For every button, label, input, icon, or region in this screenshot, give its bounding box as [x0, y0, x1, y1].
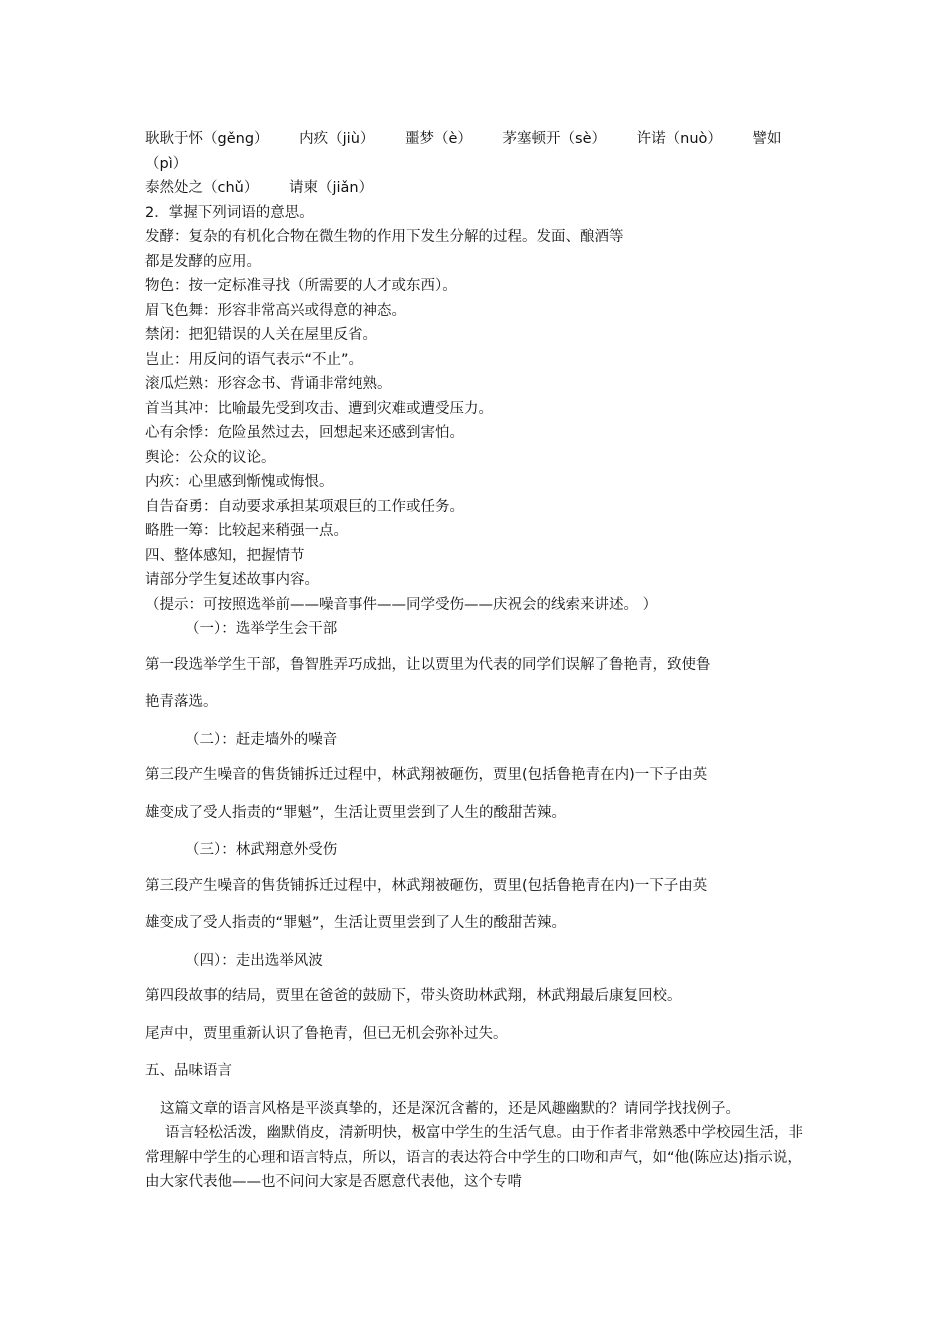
vocab-entry: 眉飞色舞：形容非常高兴或得意的神态。 [145, 302, 406, 319]
pinyin-row-2 [145, 176, 810, 201]
vocab-entry: 自告奋勇：自动要求承担某项艰巨的工作或任务。 [145, 498, 464, 515]
part4-hint: （提示：可按照选举前——噪音事件——同学受伤——庆祝会的线索来讲述。 ） [145, 596, 658, 613]
pinyin-term: 噩梦（è） [405, 131, 472, 147]
pinyin-term: 许诺（nuò） [636, 131, 722, 147]
part4-intro: 请部分学生复述故事内容。 [145, 572, 319, 588]
pinyin-term: 譬如 [752, 131, 782, 147]
section-title: （四）：走出选举风波 [185, 952, 323, 969]
document-body [145, 127, 810, 1195]
pinyin-term: 内疚（jiù） [299, 131, 375, 147]
vocab-entry: 心有余悸：危险虽然过去，回想起来还感到害怕。 [145, 425, 464, 441]
pinyin-term: 茅塞顿开（sè） [502, 131, 607, 147]
pinyin-term: 请柬（jiǎn） [288, 180, 374, 196]
vocab-entry: 岂止：用反问的语气表示“不止”。 [145, 351, 364, 368]
part5-question: 这篇文章的语言风格是平淡真挚的，还是深沉含蓄的，还是风趣幽默的？请同学找找例子。 [160, 1100, 740, 1117]
vocab-entry-continued: 都是发酵的应用。 [145, 253, 261, 270]
pinyin-term: 耿耿于怀（gěng） [145, 131, 269, 147]
section-text: 第三段产生噪音的售货铺拆迁过程中，林武翔被砸伤，贾里(包括鲁艳青在内)一下子由英 [145, 767, 708, 783]
vocab-entry: 略胜一筹：比较起来稍强一点。 [145, 523, 348, 539]
section-text: 艳青落选。 [145, 694, 218, 710]
pinyin-row-1-continued: （pì） [145, 155, 188, 172]
part5-answer: 语言轻松活泼，幽默俏皮，清新明快，极富中学生的生活气息。由于作者非常熟悉中学校园生活，非常理解中学生的心理和语言特点，所以，语言的表达符合中学生的口吻和声气，如“他(陈应达)指示说，由大家代表他——也不问问大家是否愿意代表他，这个专啃 [145, 1125, 803, 1190]
vocab-entry: 滚瓜烂熟：形容念书、背诵非常纯熟。 [145, 376, 392, 392]
section-title: （二）：赶走墙外的噪音 [185, 731, 338, 748]
section-title: （一）：选举学生会干部 [185, 621, 338, 637]
section-text: 雄变成了受人指责的“罪魁”，生活让贾里尝到了人生的酸甜苦辣。 [145, 915, 567, 931]
section-text: 第四段故事的结局，贾里在爸爸的鼓励下，带头资助林武翔，林武翔最后康复回校。 [145, 988, 682, 1004]
vocab-entry: 禁闭：把犯错误的人关在屋里反省。 [145, 327, 377, 343]
section-text: 第三段产生噪音的售货铺拆迁过程中，林武翔被砸伤，贾里(包括鲁艳青在内)一下子由英 [145, 877, 708, 894]
section-title: （三）：林武翔意外受伤 [185, 842, 338, 858]
section-text: 第一段选举学生干部，鲁智胜弄巧成拙，让以贾里为代表的同学们误解了鲁艳青，致使鲁 [145, 656, 711, 673]
vocab-entry: 发酵：复杂的有机化合物在微生物的作用下发生分解的过程。发面、酿酒等 [145, 229, 624, 245]
part5-heading: 五、品味语言 [145, 1063, 232, 1079]
vocab-entry: 舆论：公众的议论。 [145, 449, 276, 466]
vocab-entry: 首当其冲：比喻最先受到攻击、遭到灾难或遭受压力。 [145, 400, 493, 417]
pinyin-row-1 [145, 127, 810, 152]
vocab-heading: 2．掌握下列词语的意思。 [145, 204, 314, 221]
vocab-entry: 内疚：心里感到惭愧或悔恨。 [145, 474, 334, 490]
part4-heading: 四、整体感知，把握情节 [145, 547, 305, 564]
vocab-entry: 物色：按一定标准寻找（所需要的人才或东西）。 [145, 278, 457, 294]
section-text: 雄变成了受人指责的“罪魁”，生活让贾里尝到了人生的酸甜苦辣。 [145, 804, 567, 821]
pinyin-term: 泰然处之（chǔ） [145, 180, 259, 196]
section-text: 尾声中，贾里重新认识了鲁艳青，但已无机会弥补过失。 [145, 1025, 508, 1042]
